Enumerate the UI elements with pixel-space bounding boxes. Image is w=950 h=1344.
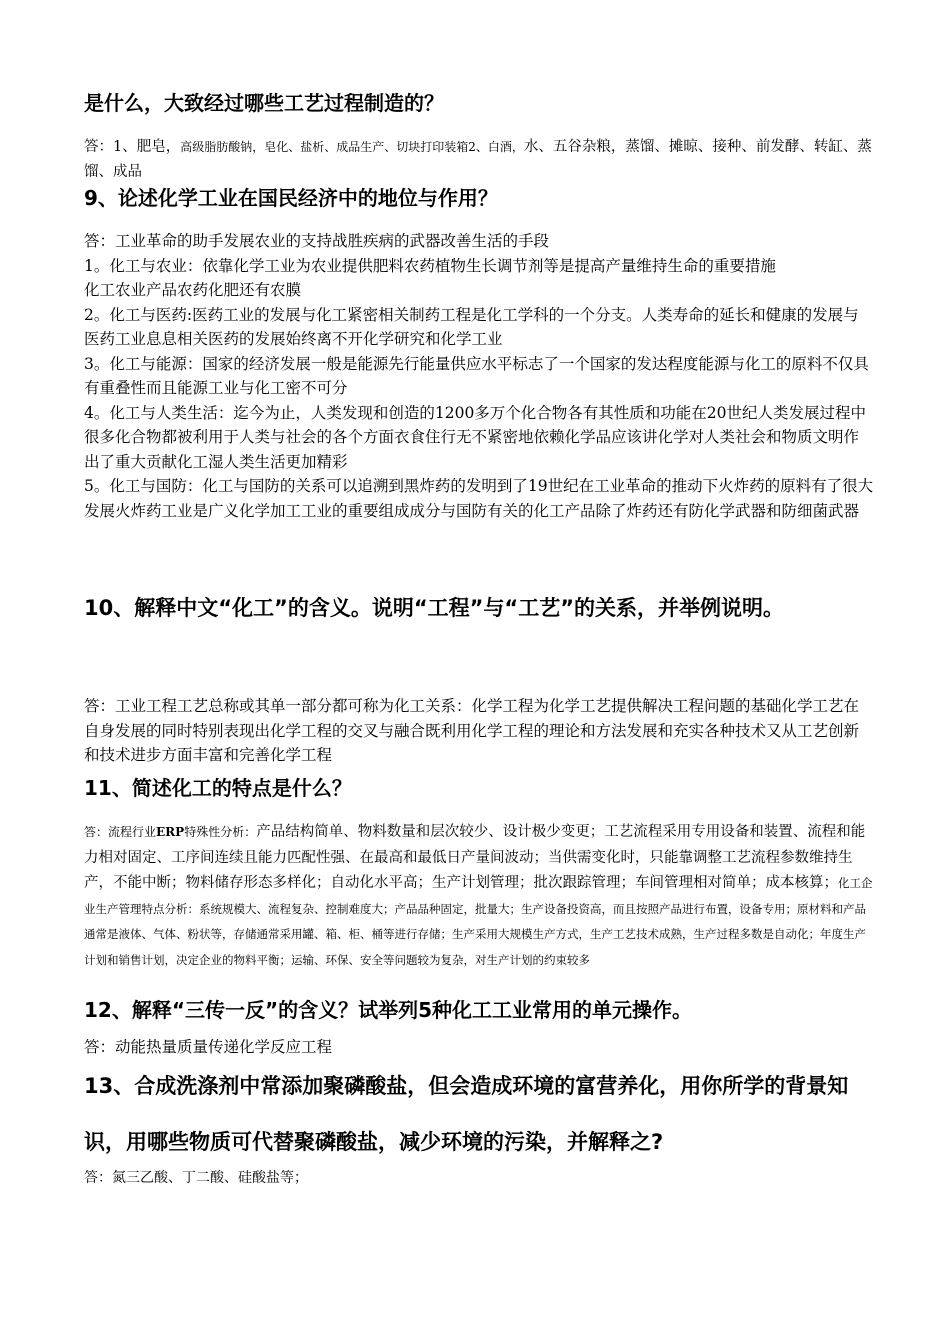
answer-line: 4。化工与人类生活：迄今为止，人类发现和创造的1200多万个化合物各有其性质和功能在20世纪人类发展过程中很多化合物都被利用于人类与社会的各个方面衣食住行无不紧密地依赖化学品应该讲化学对人类社会和物质文明作出了重大贡献化工湿人类生活更加精彩 — [84, 403, 867, 471]
question-block — [84, 580, 874, 636]
question-heading: 10、解释中文“化工”的含义。说明“工程”与“工艺”的关系，并举例说明。 — [84, 596, 785, 620]
answer-line: 2。化工与医药:医药工业的发展与化工紧密相关制药工程是化工学科的一个分支。人类寿命的延长和健康的发展与医药工业息息相关医药的发展始终离不开化学研究和化学工业 — [84, 305, 859, 348]
answer-block — [84, 1035, 874, 1060]
question-block — [84, 1058, 874, 1170]
answer-text: 答：1、肥皂，高级脂肪酸钠，皂化、盐析、成品生产、切块打印装箱2、白酒，水、五谷杂粮，蒸馏、摊晾、接种、前发酵、转缸、蒸馏、成品 — [84, 139, 872, 180]
question-heading: 9、论述化学工业在国民经济中的地位与作用？ — [84, 186, 498, 210]
answer-text: 答：氮三乙酸、丁二酸、硅酸盐等； — [84, 1170, 308, 1186]
answer-text: 答：工业工程工艺总称或其单一部分都可称为化工关系：化学工程为化学工艺提供解决工程问题的基础化学工艺在自身发展的同时特别表现出化学工程的交叉与融合既利用化学工程的理论和方法发展和充实各种技术又从工艺创新和技术进步方面丰富和完善化学工程 — [84, 697, 860, 764]
question-heading: 12、解释“三传一反”的含义？试举列5种化工工业常用的单元操作。 — [84, 998, 693, 1022]
answer-line: 答：工业革命的助手发展农业的支持战胜疾病的武器改善生活的手段 — [84, 232, 550, 250]
answer-text: 答：动能热量质量传递化学反应工程 — [84, 1038, 333, 1056]
answer-text: 答：流程行业ERP特殊性分析：产品结构简单、物料数量和层次较少、设计极少变更；工艺流程采用专用设备和装置、流程和能力相对固定、工序间连续且能力匹配性强、在最高和最低日产量间波动；当供需变化时，只能靠调整工艺流程参数维持生产，不能中断；物料储存形态多样化；自动化水平高；生产计划管理；批次跟踪管理；车间管理相对简单；成本核算；化工企业生产管理特点分析：系统规模大、流程复杂、控制难度大；产品品种固定，批量大；生产设备投资高，而且按照产品进行布置，设备专用；原材料和产品通常是液体、气体、粉状等，存储通常采用罐、箱、柜、桶等进行存储；生产采用大规模生产方式，生产工艺技术成熟，生产过程多数是自动化；年度生产计划和销售计划，决定企业的物料平衡；运输、环保、安全等问题较为复杂，对生产计划的约束较多 — [84, 824, 873, 967]
answer-block — [84, 135, 874, 185]
answer-line: 3。化工与能源：国家的经济发展一般是能源先行能量供应水平标志了一个国家的发达程度能源与化工的原料不仅具有重叠性而且能源工业与化工密不可分 — [84, 354, 869, 397]
question-block — [84, 774, 874, 802]
answer-block — [84, 694, 874, 768]
answer-line: 5。化工与国防：化工与国防的关系可以追溯到黑炸药的发明到了19世纪在工业革命的推动下火炸药的原料有了很大发展火炸药工业是广义化学加工工业的重要组成成分与国防有关的化工产品除了炸药还有防化学武器和防细菌武器 — [84, 477, 874, 520]
answer-block — [84, 820, 874, 973]
answer-block — [84, 1166, 874, 1191]
answer-block — [84, 229, 874, 523]
question-block — [84, 89, 874, 117]
question-heading: 13、合成洗涤剂中常添加聚磷酸盐，但会造成环境的富营养化，用你所学的背景知识，用哪些物质可代替聚磷酸盐，减少环境的污染，并解释之? — [84, 1074, 849, 1154]
answer-line: 1。化工与农业：依靠化学工业为农业提供肥料农药植物生长调节剂等是提高产量维持生命的重要措施 — [84, 256, 776, 275]
answer-line: 化工农业产品农药化肥还有农膜 — [84, 281, 302, 299]
question-block — [84, 996, 874, 1024]
question-heading: 11、简述化工的特点是什么？ — [84, 776, 352, 800]
question-heading: 是什么，大致经过哪些工艺过程制造的？ — [84, 91, 444, 115]
question-block — [84, 184, 874, 212]
